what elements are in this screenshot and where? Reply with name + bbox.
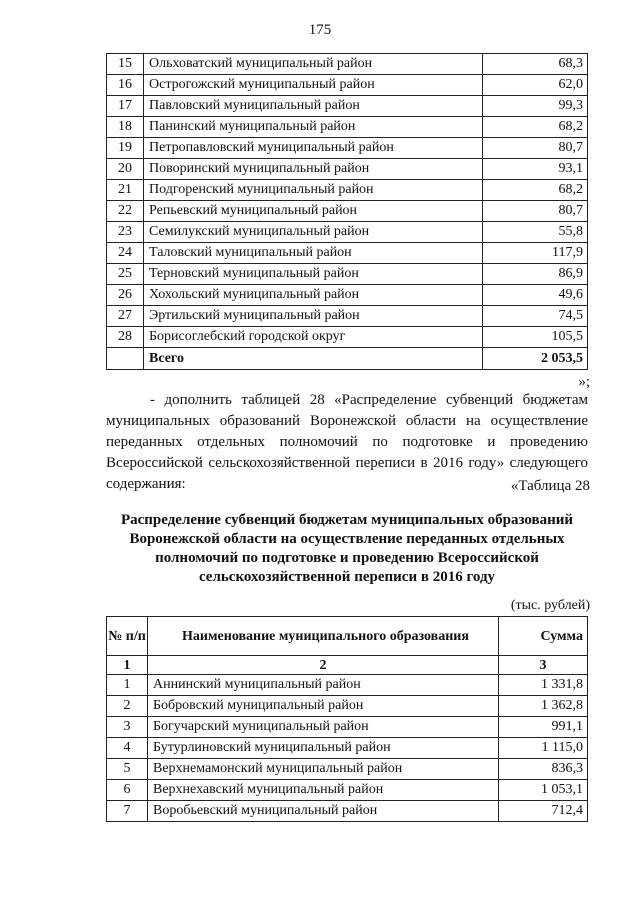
district-name: Бутурлиновский муниципальный район [148, 738, 499, 759]
row-number: 2 [107, 696, 148, 717]
total-row-number [107, 348, 144, 370]
table-row [107, 264, 588, 285]
table-heading: Распределение субвенций бюджетам муниципальных образований Воронежской области на осуществление переданных отдельных полномочий по подготовке и проведению Всероссийской сельскохозяйственной переписи в 2016 году [120, 512, 574, 585]
row-number: 18 [107, 117, 144, 138]
amount: 991,1 [499, 717, 588, 738]
row-number: 26 [107, 285, 144, 306]
amount: 68,3 [483, 54, 588, 75]
table-row [107, 717, 588, 738]
district-name: Семилукский муниципальный район [144, 222, 483, 243]
row-number: 3 [107, 717, 148, 738]
amount: 80,7 [483, 138, 588, 159]
amount: 68,2 [483, 117, 588, 138]
table-row [107, 75, 588, 96]
amendment-text: - дополнить таблицей 28 «Распределение субвенций бюджетам муниципальных образований Воронежской области на осуществление переданных отдельных полномочий по подготовке и проведению Всероссийской сельскохозяйственной переписи в 2016 году» следующего содержания: [106, 392, 588, 492]
table-row [107, 243, 588, 264]
district-name: Хохольский муниципальный район [144, 285, 483, 306]
table-row [107, 285, 588, 306]
table-row [107, 54, 588, 75]
table-row [107, 180, 588, 201]
amount: 55,8 [483, 222, 588, 243]
district-name: Подгоренский муниципальный район [144, 180, 483, 201]
row-number: 5 [107, 759, 148, 780]
row-number: 23 [107, 222, 144, 243]
amount: 93,1 [483, 159, 588, 180]
table-row [107, 201, 588, 222]
district-name: Эртильский муниципальный район [144, 306, 483, 327]
table-row [107, 801, 588, 822]
district-name: Терновский муниципальный район [144, 264, 483, 285]
table-row [107, 96, 588, 117]
row-number: 1 [107, 675, 148, 696]
page-number: 175 [308, 22, 332, 38]
row-number: 27 [107, 306, 144, 327]
district-name: Поворинский муниципальный район [144, 159, 483, 180]
district-name: Ольховатский муниципальный район [144, 54, 483, 75]
table-row [107, 117, 588, 138]
row-number: 28 [107, 327, 144, 348]
column-number-1: 1 [107, 656, 148, 675]
table-28 [106, 616, 588, 822]
table-row [107, 327, 588, 348]
closing-quote: »; [578, 374, 590, 390]
row-number: 22 [107, 201, 144, 222]
row-number: 7 [107, 801, 148, 822]
district-name: Борисоглебский городской округ [144, 327, 483, 348]
row-number: 15 [107, 54, 144, 75]
amount: 117,9 [483, 243, 588, 264]
subsidy-table-continued [106, 53, 588, 370]
row-number: 16 [107, 75, 144, 96]
row-number: 21 [107, 180, 144, 201]
amount: 1 115,0 [499, 738, 588, 759]
table-row [107, 675, 588, 696]
district-name: Верхнемамонский муниципальный район [148, 759, 499, 780]
total-row [107, 348, 588, 370]
row-number: 25 [107, 264, 144, 285]
amount: 62,0 [483, 75, 588, 96]
table-row [107, 696, 588, 717]
table-row [107, 222, 588, 243]
header-name: Наименование муниципального образования [148, 617, 499, 656]
district-name: Панинский муниципальный район [144, 117, 483, 138]
table-row [107, 306, 588, 327]
table-row [107, 138, 588, 159]
table-row [107, 759, 588, 780]
district-name: Бобровский муниципальный район [148, 696, 499, 717]
total-label: Всего [144, 348, 483, 370]
units-label: (тыс. рублей) [510, 598, 590, 613]
amount: 99,3 [483, 96, 588, 117]
table-header-row [107, 617, 588, 656]
header-number: № п/п [107, 617, 148, 656]
header-sum: Сумма [499, 617, 588, 656]
row-number: 4 [107, 738, 148, 759]
table-row [107, 738, 588, 759]
amount: 86,9 [483, 264, 588, 285]
amount: 49,6 [483, 285, 588, 306]
amount: 68,2 [483, 180, 588, 201]
amount: 105,5 [483, 327, 588, 348]
row-number: 24 [107, 243, 144, 264]
district-name: Воробьевский муниципальный район [148, 801, 499, 822]
total-value: 2 053,5 [483, 348, 588, 370]
amount: 1 362,8 [499, 696, 588, 717]
district-name: Павловский муниципальный район [144, 96, 483, 117]
district-name: Богучарский муниципальный район [148, 717, 499, 738]
table-row [107, 159, 588, 180]
row-number: 19 [107, 138, 144, 159]
amount: 74,5 [483, 306, 588, 327]
amount: 712,4 [499, 801, 588, 822]
district-name: Петропавловский муниципальный район [144, 138, 483, 159]
column-number-2: 2 [148, 656, 499, 675]
table-row [107, 780, 588, 801]
district-name: Репьевский муниципальный район [144, 201, 483, 222]
amount: 80,7 [483, 201, 588, 222]
amount: 1 331,8 [499, 675, 588, 696]
table-label: «Таблица 28 [510, 478, 590, 494]
amount: 1 053,1 [499, 780, 588, 801]
district-name: Острогожский муниципальный район [144, 75, 483, 96]
district-name: Верхнехавский муниципальный район [148, 780, 499, 801]
column-number-row [107, 656, 588, 675]
district-name: Таловский муниципальный район [144, 243, 483, 264]
row-number: 17 [107, 96, 144, 117]
amount: 836,3 [499, 759, 588, 780]
district-name: Аннинский муниципальный район [148, 675, 499, 696]
column-number-3: 3 [499, 656, 588, 675]
row-number: 6 [107, 780, 148, 801]
row-number: 20 [107, 159, 144, 180]
